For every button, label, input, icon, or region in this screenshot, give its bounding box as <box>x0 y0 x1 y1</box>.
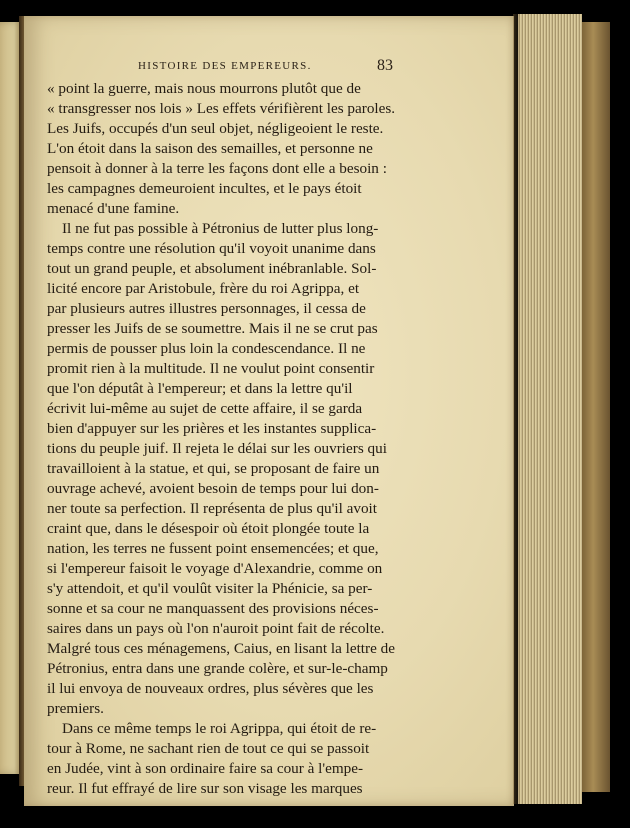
text-line: tour à Rome, ne sachant rien de tout ce qui se passoit <box>47 740 370 757</box>
text-line: Dans ce même temps le roi Agrippa, qui étoit de re- <box>62 720 377 737</box>
page-edge-shadow <box>513 14 521 804</box>
text-line: ouvrage achevé, avoient besoin de temps pour lui don- <box>47 480 379 497</box>
text-line: par plusieurs autres illustres personnages, il cessa de <box>47 300 366 317</box>
text-line: licité encore par Aristobule, frère du roi Agrippa, et <box>47 280 360 297</box>
text-line: il lui envoya de nouveaux ordres, plus sévères que les <box>47 680 374 697</box>
text-line: en Judée, vint à son ordinaire faire sa cour à l'empe- <box>47 760 364 777</box>
page-edges <box>518 14 582 804</box>
text-line: craint que, dans le désespoir où étoit plongée toute la <box>47 520 370 537</box>
text-line: permis de pousser plus loin la condescendance. Il ne <box>47 340 366 357</box>
text-line: écrivit lui-même au sujet de cette affaire, il se garda <box>47 400 363 417</box>
text-line: Malgré tous ces ménagemens, Caius, en lisant la lettre de <box>47 640 395 657</box>
text-line: premiers. <box>47 700 104 717</box>
book-cover-edge <box>582 22 610 792</box>
text-line: menacé d'une famine. <box>47 200 180 217</box>
running-title: HISTOIRE DES EMPEREURS. <box>138 60 312 72</box>
text-line: temps contre une résolution qu'il voyoit unanime dans <box>47 240 376 257</box>
text-line: bien d'appuyer sur les prières et les instantes supplica- <box>47 420 377 437</box>
text-line: ner toute sa perfection. Il représenta de plus qu'il avoit <box>47 500 377 517</box>
text-line: saires dans un pays où l'on n'auroit point fait de récolte. <box>47 620 385 637</box>
text-line: les campagnes demeuroient incultes, et le pays étoit <box>47 180 362 197</box>
text-line: tions du peuple juif. Il rejeta le délai sur les ouvriers qui <box>47 440 387 457</box>
running-head <box>0 57 630 80</box>
text-line: nation, les terres ne fussent point ensemencées; et que, <box>47 540 379 557</box>
text-line: s'y attendoit, et qu'il voulût visiter la Phénicie, sa per- <box>47 580 373 597</box>
text-line: si l'empereur faisoit le voyage d'Alexandrie, comme on <box>47 560 383 577</box>
text-line: sonne et sa cour ne manquassent des provisions néces- <box>47 600 379 617</box>
text-line: presser les Juifs de se soumettre. Mais il ne se crut pas <box>47 320 378 337</box>
text-line: pensoit à donner à la terre les façons dont elle a besoin : <box>47 160 387 177</box>
text-line: « transgresser nos lois » Les effets vérifièrent les paroles. <box>47 100 396 117</box>
text-line: « point la guerre, mais nous mourrons plutôt que de <box>47 80 361 97</box>
text-line: que l'on députât à l'empereur; et dans la lettre qu'il <box>47 380 353 397</box>
page-number: 83 <box>377 57 393 74</box>
text-line: tout un grand peuple, et absolument inébranlable. Sol- <box>47 260 377 277</box>
text-line: Il ne fut pas possible à Pétronius de lutter plus long- <box>62 220 379 237</box>
text-line: L'on étoit dans la saison des semailles, et personne ne <box>47 140 373 157</box>
text-line: promit rien à la multitude. Il ne voulut point consentir <box>47 360 375 377</box>
text-line: travailloient à la statue, et qui, se proposant de faire un <box>47 460 380 477</box>
text-line: Les Juifs, occupés d'un seul objet, négligeoient le reste. <box>47 120 384 137</box>
text-line: reur. Il fut effrayé de lire sur son visage les marques <box>47 780 363 797</box>
text-line: Pétronius, entra dans une grande colère, et sur-le-champ <box>47 660 388 677</box>
